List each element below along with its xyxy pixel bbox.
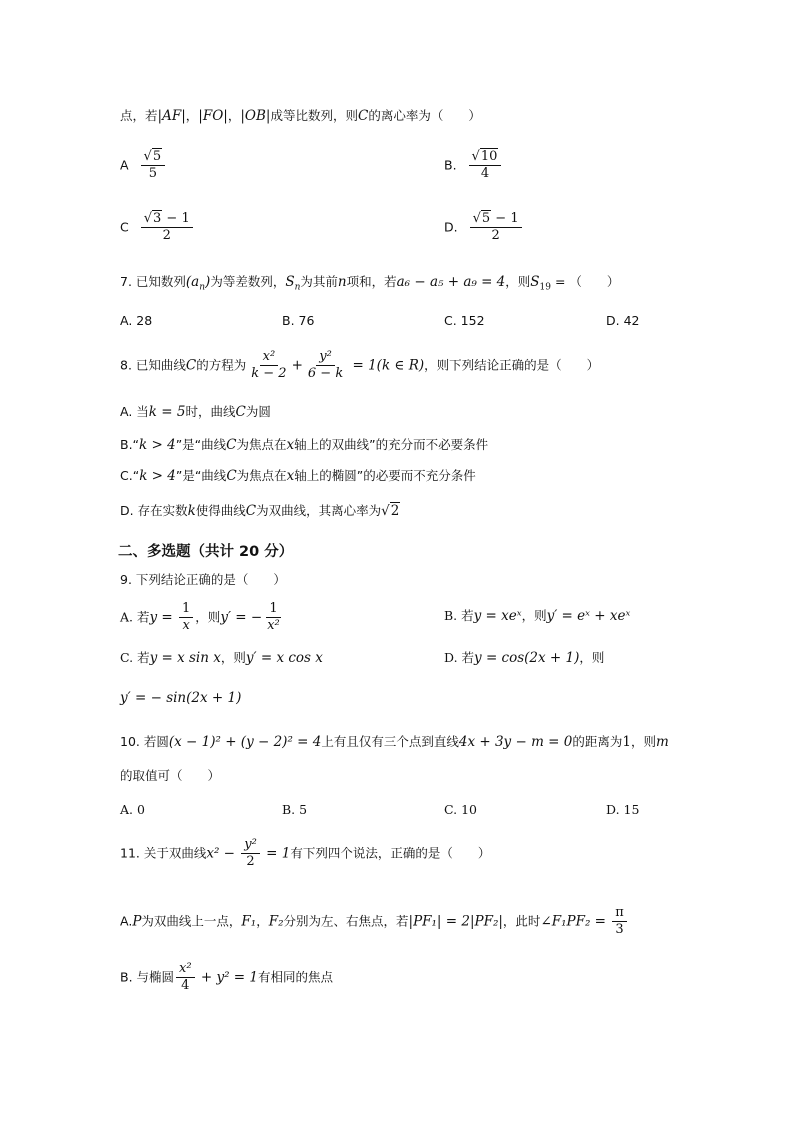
abs-fo: |FO|: [198, 108, 228, 124]
q9-option-c: C. 若y = x sin x，则y′ = x cos x: [120, 650, 323, 666]
q8-option-a: A. 当k = 5时，曲线C为圆: [120, 404, 271, 420]
section-multi-choice-title: 二、多选题（共计 20 分）: [118, 544, 294, 560]
q6-stem: 点，若|AF|，|FO|，|OB|成等比数列，则C的离心率为（ ）: [120, 108, 481, 124]
q8-stem: 8. 已知曲线C的方程为 $\frac{\text{x²}}{k - 2}$ + $\frac{\text{y²}}{6 - k}$ = 1(k ∈ R)，则下列结论正确的是（ ）: [120, 349, 600, 382]
q11-option-b: B. 与椭圆 $\frac{\text{x²}}{4}$ + y² = 1有相同的焦点: [120, 961, 334, 994]
q6-option-b: B. $\frac{√10}{4}$: [444, 150, 503, 182]
q6-stem-text: 点，若: [120, 108, 158, 123]
q10-option-b: B. 5: [282, 802, 308, 817]
q11-stem: 11. 关于双曲线x² − $\frac{\text{y²}}{2}$ = 1有下列四个说法，正确的是（ ）: [120, 837, 491, 870]
q9-option-b: B. 若y = xeˣ，则y′ = eˣ + xeˣ: [444, 608, 631, 624]
q8-option-c: C.“k > 4”是“曲线C为焦点在x轴上的椭圆”的必要而不充分条件: [120, 468, 476, 484]
q9-option-d-continued: y′ = − sin(2x + 1): [120, 690, 242, 706]
q10-option-c: C. 10: [444, 802, 477, 817]
q8-option-b: B.“k > 4”是“曲线C为焦点在x轴上的双曲线”的充分而不必要条件: [120, 437, 489, 453]
abs-ob: |OB|: [240, 108, 271, 124]
q7-stem: 7. 已知数列$(a_n)$为等差数列，$S_n$为其前n项和，若a₆ − a₅ + a₉ = 4，则$S_{19}$ = （ ）: [120, 274, 620, 293]
q8-option-d: D. 存在实数k使得曲线C为双曲线，其离心率为√2: [120, 503, 400, 519]
q9-option-a: A. 若y = $\frac{1}{x}$ ，则y′ = − $\frac{1}{\text{x²}}$: [120, 601, 280, 634]
q10-option-a: A. 0: [120, 802, 145, 817]
q7-option-c: C. 152: [444, 313, 485, 328]
abs-af: |AF|: [157, 108, 186, 124]
q6-option-d: D. $\frac{√5 - 1}{2}$: [444, 212, 524, 244]
q6-option-c: C $\frac{√3 - 1}{2}$: [120, 212, 195, 244]
q10-stem-continued: 的取值可（ ）: [120, 768, 221, 783]
q10-stem: 10. 若圆(x − 1)² + (y − 2)² = 4上有且仅有三个点到直线4x + 3y − m = 0的距离为1，则m: [120, 734, 669, 750]
q7-option-d: D. 42: [606, 313, 640, 328]
q9-option-d: D. 若y = cos(2x + 1)，则: [444, 650, 605, 666]
q6-option-a: A $\frac{√5}{5}$: [120, 150, 167, 182]
q7-option-a: A. 28: [120, 313, 153, 328]
q7-option-b: B. 76: [282, 313, 315, 328]
sqrt-2: √2: [381, 503, 400, 519]
q10-option-d: D. 15: [606, 802, 640, 817]
q11-option-a: A.P为双曲线上一点，F₁，F₂分别为左、右焦点，若|PF₁| = 2|PF₂|，此时∠F₁PF₂ = $\frac{\pi}{3}$: [120, 906, 629, 938]
q9-stem: 9. 下列结论正确的是（ ）: [120, 572, 286, 587]
